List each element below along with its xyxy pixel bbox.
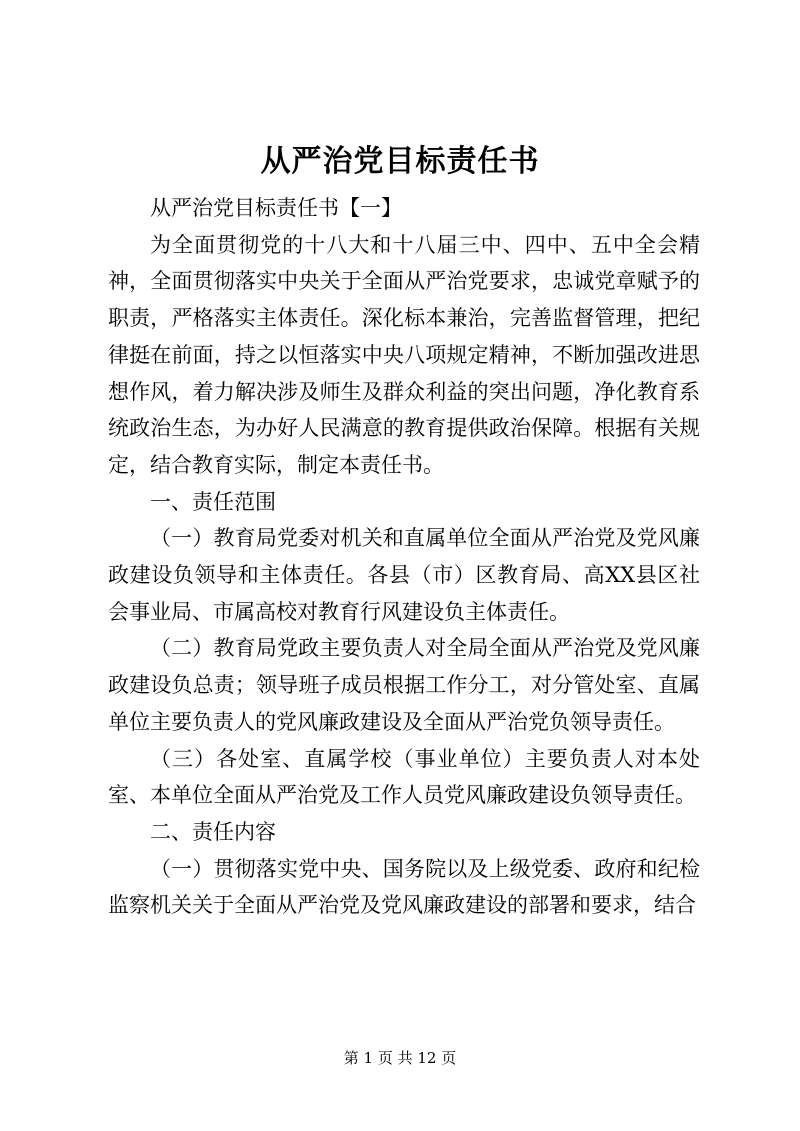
paragraph-content-1: （一）贯彻落实党中央、国务院以及上级党委、政府和纪检监察机关关于全面从严治党及党风廉政建设的部署和要求，结合 (108, 856, 700, 918)
section-heading-scope: 一、责任范围 (150, 489, 276, 514)
paragraph-subtitle: 从严治党目标责任书【一】 (150, 196, 402, 220)
section-heading-content: 二、责任内容 (150, 819, 276, 844)
paragraph-scope-3: （三）各处室、直属学校（事业单位）主要负责人对本处室、本单位全面从严治党及工作人员党风廉政建设负领导责任。 (108, 746, 700, 808)
paragraph-intro: 为全面贯彻党的十八大和十八届三中、四中、五中全会精神，全面贯彻落实中央关于全面从严治党要求，忠诚党章赋予的职责，严格落实主体责任。深化标本兼治，完善监督管理，把纪律挺在前面，持之以恒落实中央八项规定精神，不断加强改进思想作风，着力解决涉及师生及群众利益的突出问题，净化教育系统政治生态，为办好人民满意的教育提供政治保障。根据有关规定，结合教育实际，制定本责任书。 (108, 232, 700, 477)
page-footer: 第 1 页 共 12 页 (343, 1049, 457, 1067)
paragraph-scope-1: （一）教育局党委对机关和直属单位全面从严治党及党风廉政建设负领导和主体责任。各县（市）区教育局、高XX县区社会事业局、市属高校对教育行风建设负主体责任。 (108, 526, 700, 624)
document-title: 从严治党目标责任书 (260, 144, 540, 179)
paragraph-scope-2: （二）教育局党政主要负责人对全局全面从严治党及党风廉政建设负总责；领导班子成员根据工作分工，对分管处室、直属单位主要负责人的党风廉政建设及全面从严治党负领导责任。 (108, 636, 700, 734)
document-body (108, 190, 700, 924)
